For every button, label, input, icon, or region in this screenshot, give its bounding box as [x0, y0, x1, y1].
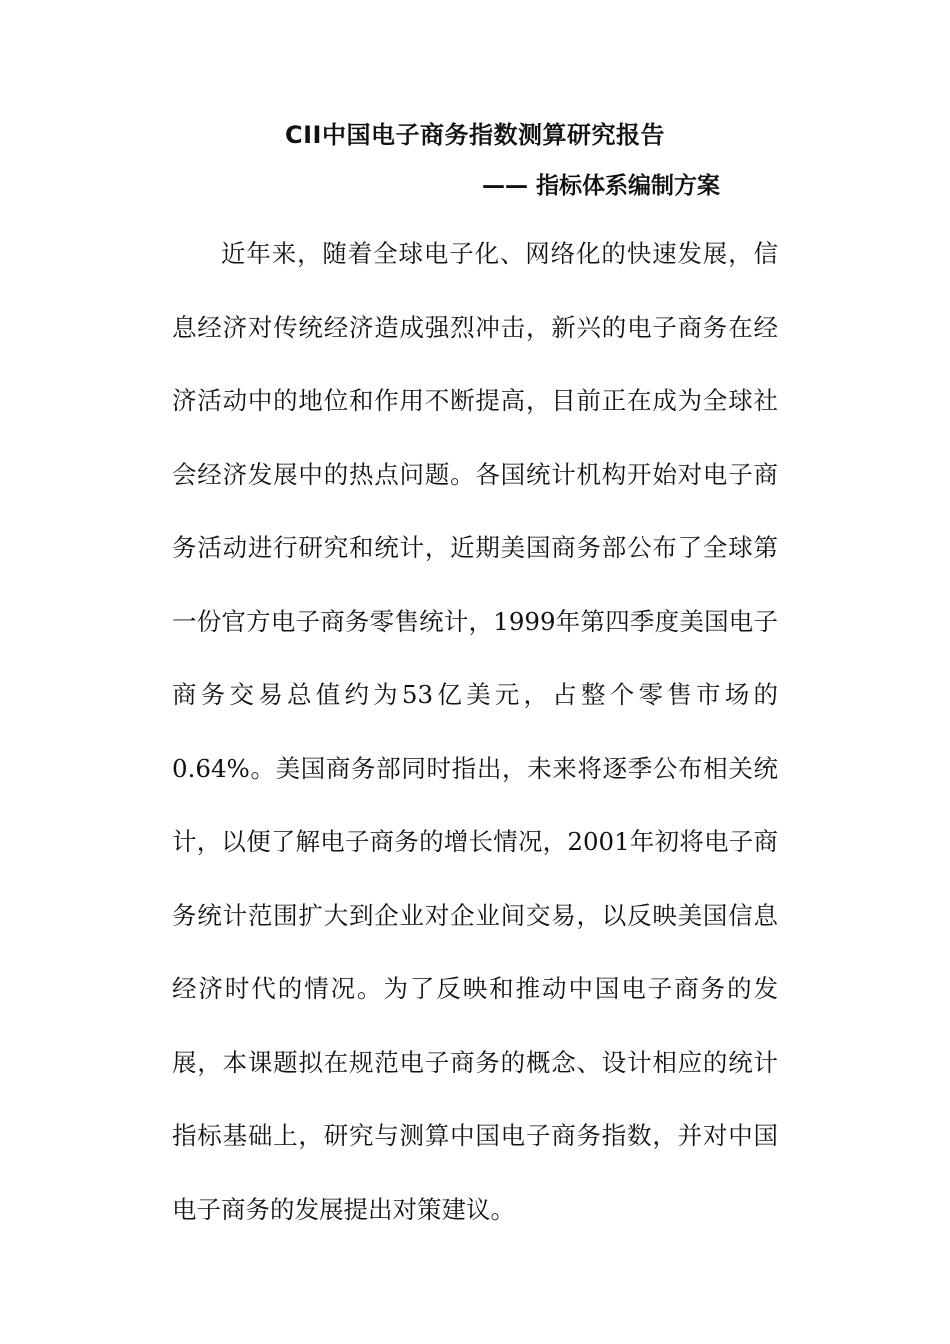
document-subtitle: —— 指标体系编制方案 — [482, 173, 721, 199]
document-title: CII中国电子商务指数测算研究报告 — [285, 121, 665, 149]
body-paragraph: 近年来，随着全球电子化、网络化的快速发展，信息经济对传统经济造成强烈冲击，新兴的电子商务在经济活动中的地位和作用不断提高，目前正在成为全球社会经济发展中的热点问题。各国统计机构开始对电子商务活动进行研究和统计，近期美国商务部公布了全球第一份官方电子商务零售统计，1999年第四季度美国电子商务交易总值约为53亿美元，占整个零售市场的0.64%。美国商务部同时指出，未来将逐季公布相关统计，以便了解电子商务的增长情况，2001年初将电子商务统计范围扩大到企业对企业间交易，以反映美国信息经济时代的情况。为了反映和推动中国电子商务的发展，本课题拟在规范电子商务的概念、设计相应的统计指标基础上，研究与测算中国电子商务指数，并对中国电子商务的发展提出对策建议。 — [172, 239, 778, 1224]
